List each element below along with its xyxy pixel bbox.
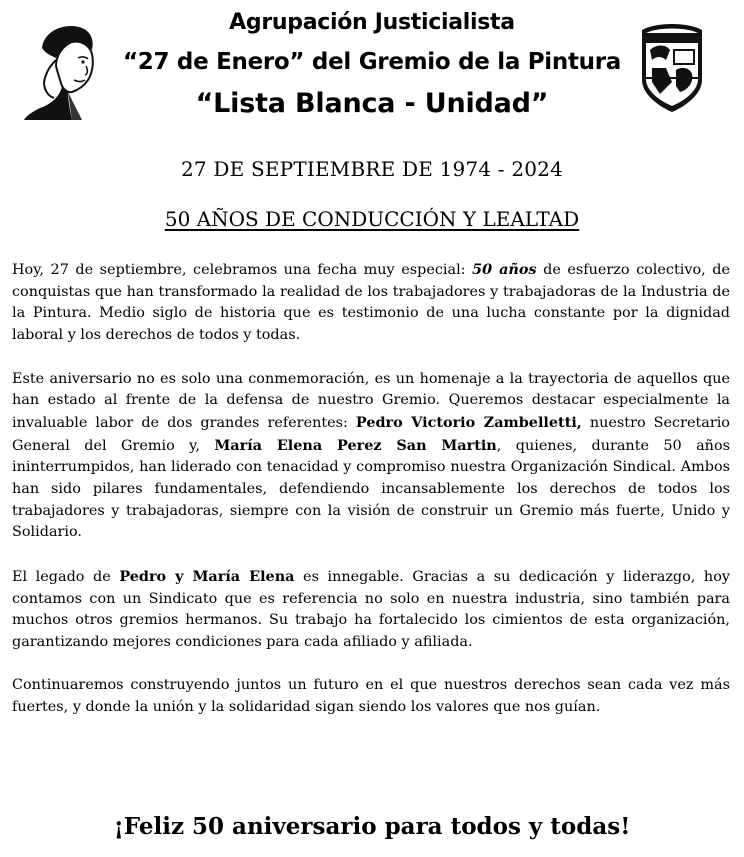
p1-text-1: Hoy, 27 de septiembre, celebramos una fecha muy especial: <box>12 262 473 278</box>
subtitle <box>0 207 744 231</box>
subtitle-text: 50 AÑOS DE CONDUCCIÓN Y LEALTAD <box>164 207 580 231</box>
paragraph-4 <box>12 675 730 718</box>
paragraph-2 <box>12 369 730 545</box>
letterhead <box>0 0 744 130</box>
p2-text-2: nuestro Secretario General del Gremio y, <box>12 414 730 454</box>
p4-text-1: Continuaremos construyendo juntos un futuro en el que nuestros derechos sean cada vez más fuertes, y donde la unión y la solidaridad sigan siendo los valores que nos guían. <box>12 677 730 716</box>
header-line-1: Agrupación Justicialista <box>229 10 515 35</box>
closing-message: ¡Feliz 50 aniversario para todos y todas! <box>113 813 631 840</box>
date-heading: 27 DE SEPTIEMBRE DE 1974 - 2024 <box>180 157 564 181</box>
portrait-illustration <box>22 20 106 120</box>
p1-emphasis: 50 años <box>472 261 537 278</box>
paragraph-3 <box>12 566 730 654</box>
header-line-2: “27 de Enero” del Gremio de la Pintura <box>122 49 621 75</box>
p3-text-2: es innegable. Gracias a su dedicación y liderazgo, hoy contamos con un Sindicato que es referencia no solo en nuestra industria, sino también para muchos otros gremios hermanos. Su trabajo ha fortalecido los cimientos de esta organización, garantizando mejores condiciones para cada afiliado y afiliada. <box>12 568 730 650</box>
p2-name-1: Pedro Victorio Zambelletti, <box>355 413 582 431</box>
p2-text-3: , quienes, durante 50 años ininterrumpidos, han liderado con tenacidad y compromiso nuestra Organización Sindical. Ambos han sido pilares fundamentales, defendiendo incansablemente los derechos de todos los trabajadores y trabajadoras, siempre con la visión de construir un Gremio más fuerte, Unido y Solidario. <box>12 437 730 541</box>
body-text <box>12 259 730 740</box>
p3-text-1: El legado de <box>12 568 120 585</box>
p2-name-2: María Elena Perez San Martin <box>214 436 497 454</box>
header-line-3: “Lista Blanca - Unidad” <box>195 88 549 119</box>
p1-text-2: de esfuerzo colectivo, de conquistas que han transformado la realidad de los trabajadores y trabajadoras de la Industria de la Pintura. Medio siglo de historia que es testimonio de una lucha constante por la dignidad laboral y los derechos de todos y todas. <box>12 262 730 344</box>
p2-text-1: Este aniversario no es solo una conmemoración, es un homenaje a la trayectoria de aquellos que han estado al frente de la defensa de nuestro Gremio. Queremos destacar especialmente la invaluable labor de dos grandes referentes: <box>12 370 730 431</box>
paragraph-1 <box>12 259 730 347</box>
p3-names: Pedro y María Elena <box>119 567 295 585</box>
party-emblem <box>636 20 708 114</box>
